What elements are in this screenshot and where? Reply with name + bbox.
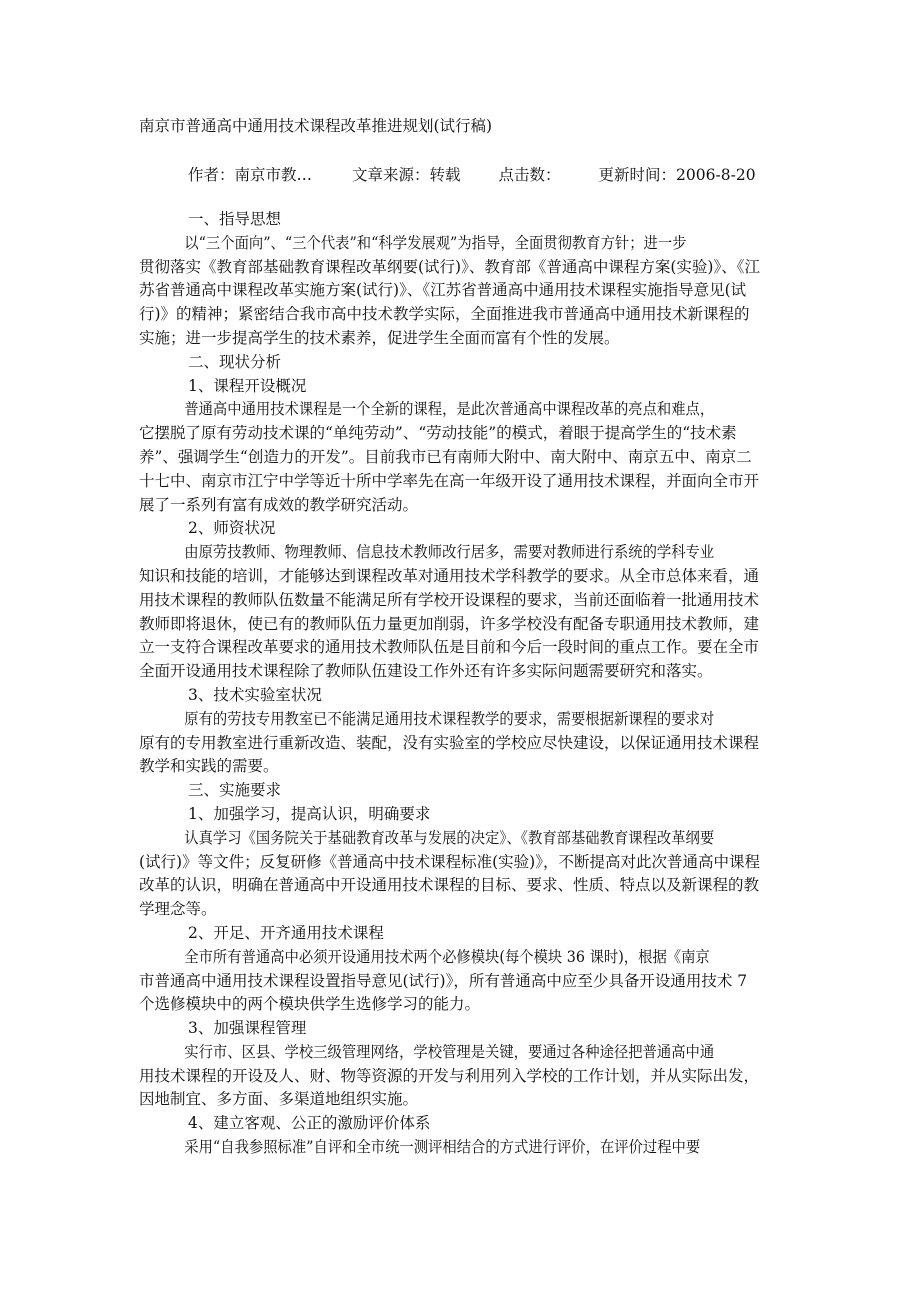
text-line: 认真学习《国务院关于基础教育改革与发展的决定》、《教育部基础教育课程改革纲要 bbox=[184, 828, 715, 847]
text-line: 贯彻落实《教育部基础教育课程改革纲要(试行)》、教育部《普通高中课程方案(实验)》、《江 bbox=[139, 257, 760, 276]
subsection-heading: 2、师资状况 bbox=[188, 519, 276, 538]
text-line: 因地制宜、多方面、多渠道地组织实施。 bbox=[139, 1090, 419, 1109]
text-line: 养”、强调学生“创造力的开发”。目前我市已有南师大附中、南大附中、南京五中、南京二 bbox=[139, 447, 752, 466]
subsection-heading: 2、开足、开齐通用技术课程 bbox=[188, 923, 384, 942]
paragraph bbox=[139, 541, 784, 684]
paragraph bbox=[139, 1041, 784, 1112]
text-line: 实行市、区县、学校三级管理网络，学校管理是关键，要通过各种途径把普通高中通 bbox=[184, 1042, 715, 1061]
text-line: 以“三个面向”、“三个代表”和“科学发展观”为指导，全面贯彻教育方针；进一步 bbox=[184, 233, 687, 252]
paragraph bbox=[139, 398, 784, 517]
text-line: 苏省普通高中课程改革实施方案(试行)》、《江苏省普通高中通用技术课程实施指导意见(试 bbox=[139, 281, 747, 300]
text-line: 行)》的精神；紧密结合我市高中技术教学实际，全面推进我市普通高中通用技术新课程的 bbox=[139, 305, 750, 324]
subsection-heading: 4、建立客观、公正的激励评价体系 bbox=[188, 1114, 431, 1133]
text-line: (试行)》等文件；反复研修《普通高中技术课程标准(实验)》，不断提高对此次普通高中课程 bbox=[139, 852, 760, 871]
text-line: 由原劳技教师、物理教师、信息技术教师改行居多，需要对教师进行系统的学科专业 bbox=[184, 543, 715, 562]
paragraph bbox=[139, 232, 784, 351]
text-line: 用技术课程的开设及人、财、物等资源的开发与利用列入学校的工作计划，并从实际出发， bbox=[139, 1066, 760, 1085]
text-line: 采用“自我参照标准”自评和全市统一测评相结合的方式进行评价，在评价过程中要 bbox=[184, 1138, 701, 1157]
subsection-heading: 1、加强学习，提高认识，明确要求 bbox=[188, 804, 431, 823]
paragraph bbox=[139, 1136, 784, 1160]
text-line: 普通高中通用技术课程是一个全新的课程，是此次普通高中课程改革的亮点和难点， bbox=[184, 400, 715, 419]
source-field: 文章来源：转载 bbox=[352, 166, 461, 184]
section-heading: 三、实施要求 bbox=[188, 781, 282, 800]
text-line: 教学和实践的需要。 bbox=[139, 757, 279, 776]
text-line: 十七中、南京市江宁中学等近十所中学率先在高一年级开设了通用技术课程，并面向全市开 bbox=[139, 471, 760, 490]
text-line: 原有的劳技专用教室已不能满足通用技术课程教学的要求，需要根据新课程的要求对 bbox=[184, 709, 715, 728]
subsection-heading: 3、加强课程管理 bbox=[188, 1019, 307, 1038]
paragraph bbox=[139, 708, 784, 779]
document-title: 南京市普通高中通用技术课程改革推进规划(试行稿) bbox=[139, 117, 493, 135]
text-line: 个选修模块中的两个模块供学生选修学习的能力。 bbox=[139, 995, 481, 1014]
author-field: 作者：南京市教… bbox=[188, 166, 313, 184]
text-line: 学理念等。 bbox=[139, 900, 217, 919]
text-line: 改革的认识，明确在普通高中开设通用技术课程的目标、要求、性质、特点以及新课程的教 bbox=[139, 876, 760, 895]
text-line: 用技术课程的教师队伍数量不能满足所有学校开设课程的要求，当前还面临着一批通用技术 bbox=[139, 590, 760, 609]
text-line: 它摆脱了原有劳动技术课的“单纯劳动”、“劳动技能”的模式，着眼于提高学生的“技术素 bbox=[139, 424, 737, 443]
text-line: 原有的专用教室进行重新改造、装配，没有实验室的学校应尽快建设，以保证通用技术课程 bbox=[139, 733, 760, 752]
text-line: 教师即将退休，使已有的教师队伍力量更加削弱，许多学校没有配备专职通用技术教师，建 bbox=[139, 614, 760, 633]
text-line: 实施；进一步提高学生的技术素养，促进学生全面而富有个性的发展。 bbox=[139, 328, 620, 347]
paragraph bbox=[139, 946, 784, 1017]
subsection-heading: 1、课程开设概况 bbox=[188, 376, 307, 395]
article-body bbox=[139, 208, 784, 1160]
click-count-field: 点击数： bbox=[498, 166, 561, 184]
subsection-heading: 3、技术实验室状况 bbox=[188, 685, 322, 704]
article-meta bbox=[188, 163, 756, 185]
paragraph bbox=[139, 827, 784, 922]
text-line: 市普通高中通用技术课程设置指导意见(试行)》，所有普通高中应至少具备开设通用技术 7 bbox=[139, 971, 748, 990]
text-line: 展了一系列有富有成效的教学研究活动。 bbox=[139, 495, 419, 514]
text-line: 全市所有普通高中必须开设通用技术两个必修模块(每个模块 36 课时)，根据《南京 bbox=[184, 947, 710, 966]
text-line: 知识和技能的培训，才能够达到课程改革对通用技术学科教学的要求。从全市总体来看，通 bbox=[139, 566, 760, 585]
text-line: 立一支符合课程改革要求的通用技术教师队伍是目前和今后一段时间的重点工作。要在全市 bbox=[139, 638, 760, 657]
text-line: 全面开设通用技术课程除了教师队伍建设工作外还有许多实际问题需要研究和落实。 bbox=[139, 662, 713, 681]
update-time-field: 更新时间：2006-8-20 bbox=[598, 166, 756, 184]
section-heading: 一、指导思想 bbox=[188, 210, 282, 228]
section-heading: 二、现状分析 bbox=[188, 352, 282, 371]
